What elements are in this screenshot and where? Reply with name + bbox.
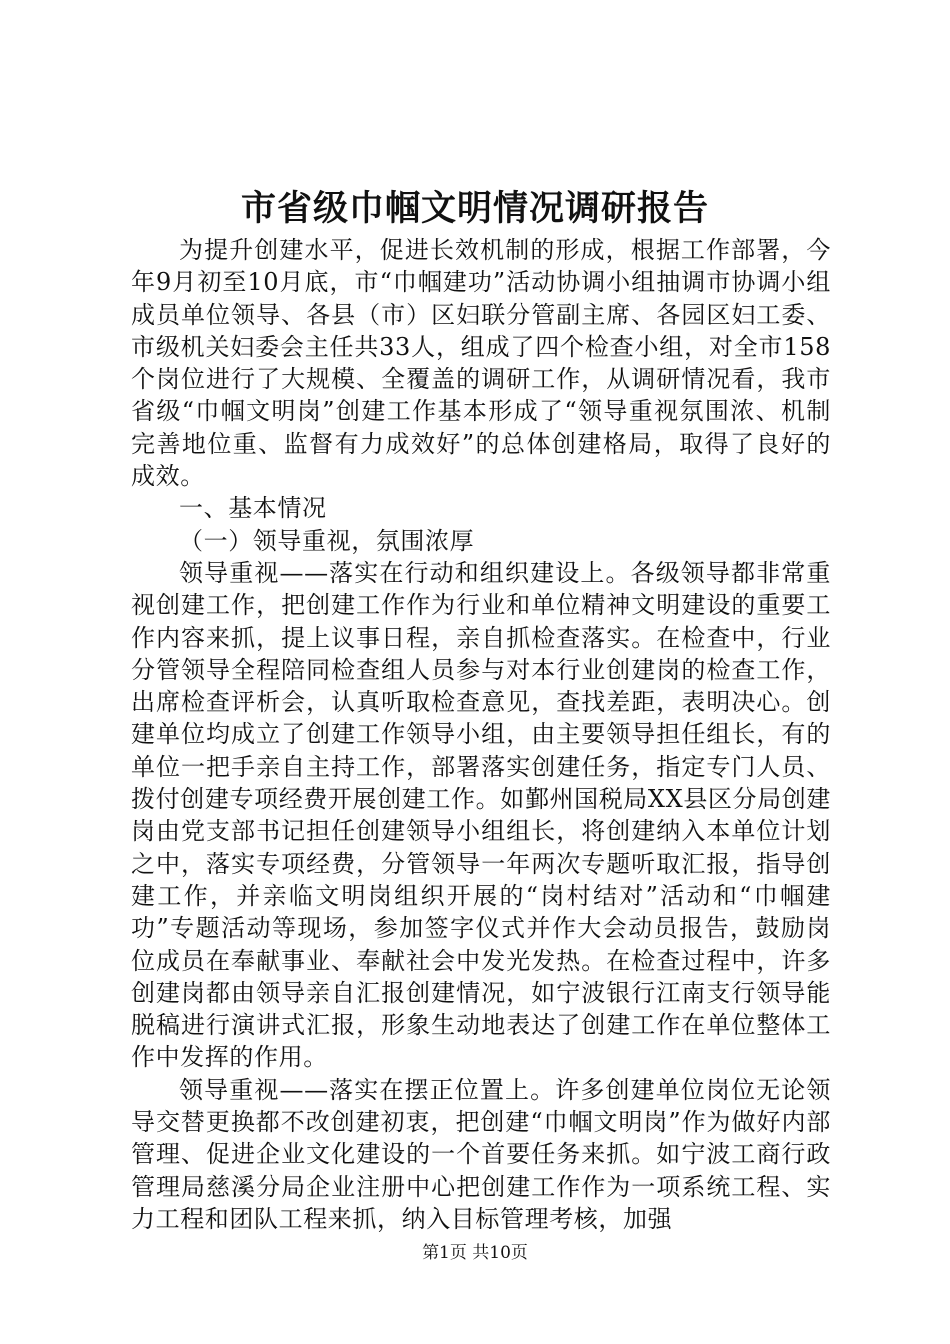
- paragraph-body: 领导重视——落实在摆正位置上。许多创建单位岗位无论领导交替更换都不改创建初衷，把创建“巾帼文明岗”作为做好内部管理、促进企业文化建设的一个首要任务来抓。如宁波工商行政管理局慈溪分局企业注册中心把创建工作作为一项系统工程、实力工程和团队工程来抓，纳入目标管理考核，加强: [131, 1075, 831, 1233]
- document-body: [131, 234, 831, 1235]
- paragraph-body: 领导重视——落实在行动和组织建设上。各级领导都非常重视创建工作，把创建工作作为行业和单位精神文明建设的重要工作内容来抓，提上议事日程，亲自抓检查落实。在检查中，行业分管领导全程陪同检查组人员参与对本行业创建岗的检查工作，出席检查评析会，认真听取检查意见，查找差距，表明决心。创建单位均成立了创建工作领导小组，由主要领导担任组长，有的单位一把手亲自主持工作，部署落实创建任务，指定专门人员、拨付创建专项经费开展创建工作。如鄞州国税局XX县区分局创建岗由党支部书记担任创建领导小组组长，将创建纳入本单位计划之中，落实专项经费，分管领导一年两次专题听取汇报，指导创建工作，并亲临文明岗组织开展的“岗村结对”活动和“巾帼建功”专题活动等现场，参加签字仪式并作大会动员报告，鼓励岗位成员在奉献事业、奉献社会中发光发热。在检查过程中，许多创建岗都由领导亲自汇报创建情况，如宁波银行江南支行领导能脱稿进行演讲式汇报，形象生动地表达了创建工作在单位整体工作中发挥的作用。: [131, 558, 831, 1072]
- document-title: 市省级巾帼文明情况调研报告: [240, 188, 709, 229]
- subsection-heading: （一）领导重视，氛围浓厚: [179, 526, 475, 555]
- section-heading: 一、基本情况: [179, 494, 327, 523]
- page-number-footer: 第1页 共10页: [422, 1243, 528, 1263]
- paragraph-intro: 为提升创建水平，促进长效机制的形成，根据工作部署，今年9月初至10月底，市“巾帼建功”活动协调小组抽调市协调小组成员单位领导、各县（市）区妇联分管副主席、各园区妇工委、市级机关妇委会主任共33人，组成了四个检查小组，对全市158个岗位进行了大规模、全覆盖的调研工作，从调研情况看，我市省级“巾帼文明岗”创建工作基本形成了“领导重视氛围浓、机制完善地位重、监督有力成效好”的总体创建格局，取得了良好的成效。: [131, 236, 831, 491]
